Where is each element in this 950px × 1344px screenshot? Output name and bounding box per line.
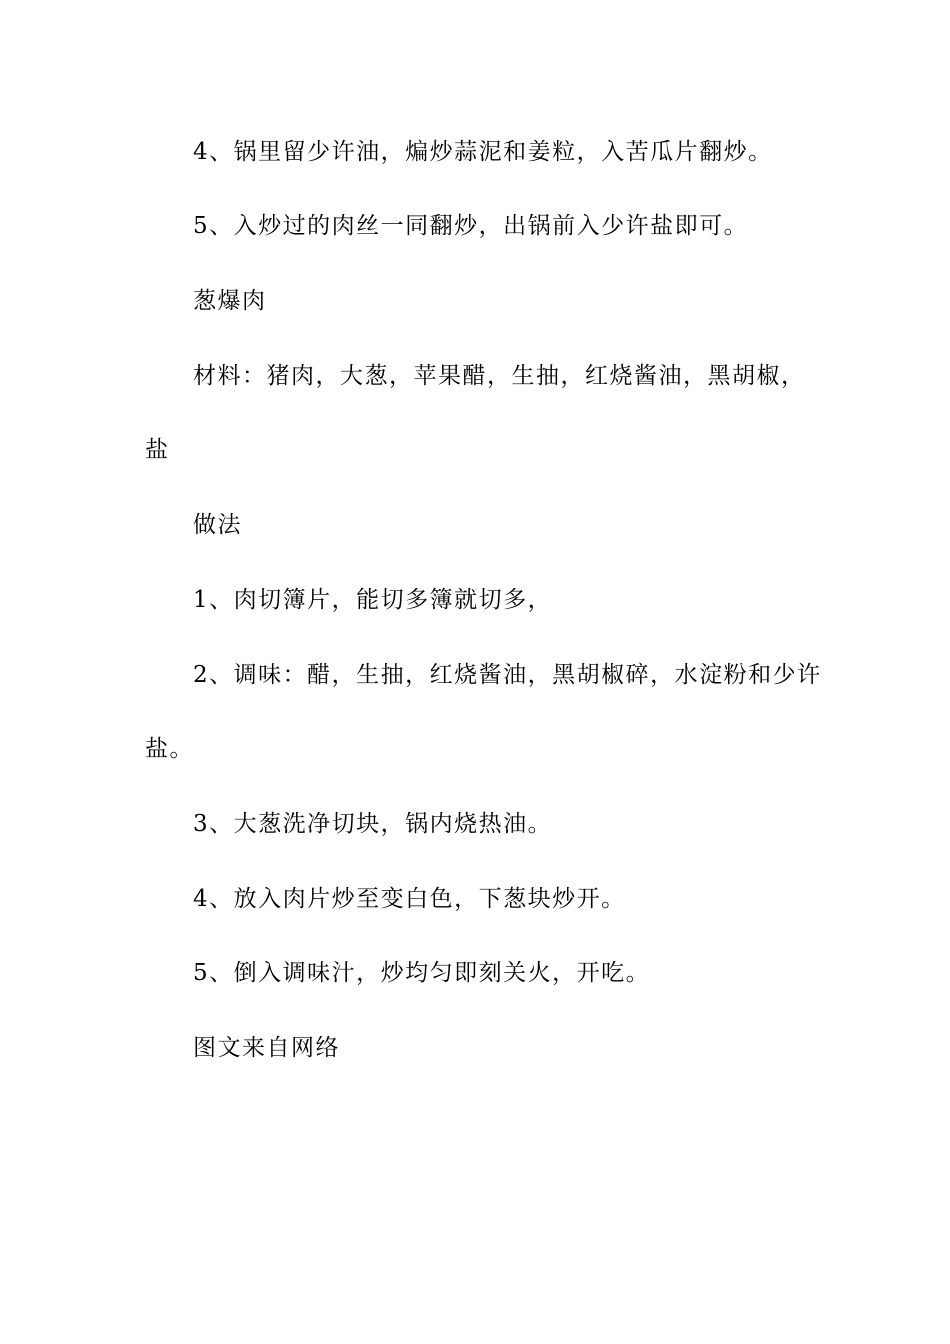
step-5-bitter-melon: 5、入炒过的肉丝一同翻炒，出锅前入少许盐即可。: [193, 213, 749, 239]
dish-title: 葱爆肉: [193, 288, 267, 314]
step-2-line-1: 2、调味：醋，生抽，红烧酱油，黑胡椒碎，水淀粉和少许: [193, 662, 822, 688]
ingredients-line-1: 材料：猪肉，大葱，苹果醋，生抽，红烧酱油，黑胡椒，: [193, 363, 806, 389]
step-2-line-2: 盐。: [145, 736, 194, 762]
step-3: 3、大葱洗净切块，锅内烧热油。: [193, 811, 553, 837]
ingredients-line-2: 盐: [145, 437, 170, 463]
step-5: 5、倒入调味汁，炒均匀即刻关火，开吃。: [193, 960, 651, 986]
source-note: 图文来自网络: [193, 1035, 340, 1061]
method-heading: 做法: [193, 512, 242, 538]
step-4-bitter-melon: 4、锅里留少许油，煸炒蒜泥和姜粒，入苦瓜片翻炒。: [193, 139, 773, 165]
step-1: 1、肉切簿片，能切多簿就切多，: [193, 587, 553, 613]
step-4: 4、放入肉片炒至变白色，下葱块炒开。: [193, 886, 626, 912]
